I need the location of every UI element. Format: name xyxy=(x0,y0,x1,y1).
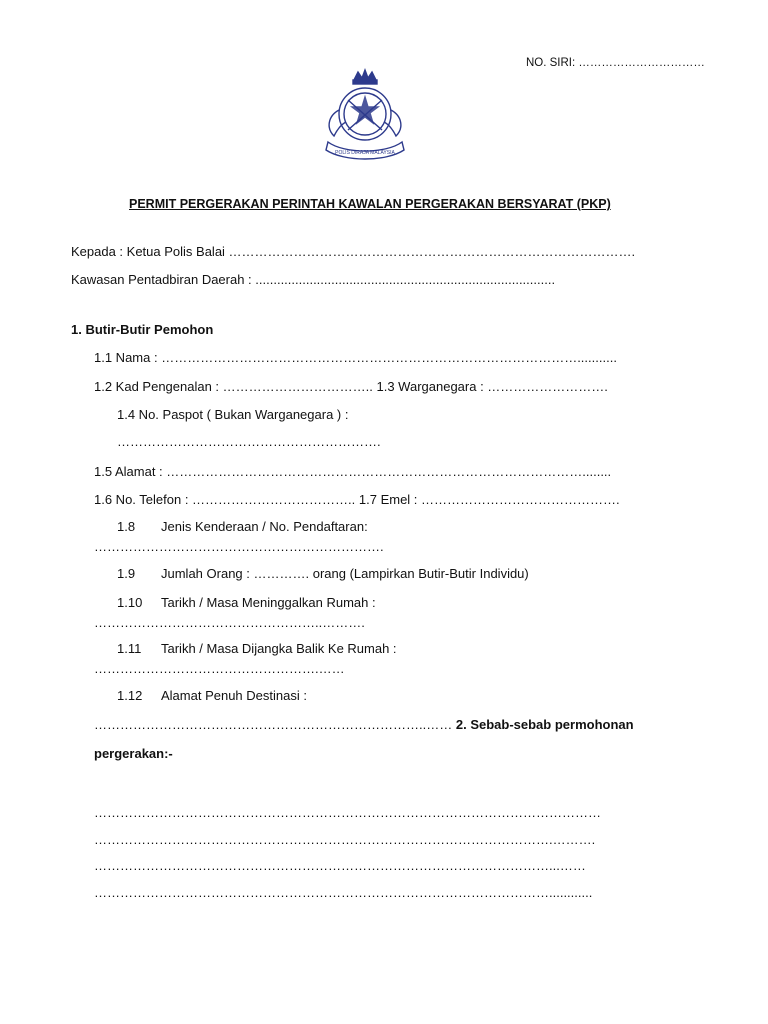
telefon-emel-line: 1.6 No. Telefon : ……………………………….. 1.7 Emel : ………………………………………. xyxy=(94,492,620,507)
kenderaan-dots: …………………………………………………………. xyxy=(94,539,384,554)
tarikh-balik-number: 1.11 xyxy=(117,641,142,656)
kawasan-line: Kawasan Pentadbiran Daerah : ................................................................................... xyxy=(71,272,556,287)
jumlah-number: 1.9 xyxy=(117,566,136,581)
document-title: PERMIT PERGERAKAN PERINTAH KAWALAN PERGERAKAN BERSYARAT (PKP) xyxy=(129,197,611,211)
crest-seal-text: POLIS DIRAJA MALAYSIA xyxy=(335,150,395,156)
reason-line: …………………………………………………………………………………………….………. xyxy=(94,832,596,847)
serial-number-field xyxy=(526,55,705,71)
tarikh-keluar-label: Tarikh / Masa Meninggalkan Rumah : xyxy=(161,595,376,610)
tarikh-balik-dots: …………………………………………….…… xyxy=(94,661,345,676)
kenderaan-label: Jenis Kenderaan / No. Pendaftaran: xyxy=(161,519,368,534)
section2-heading: 2. Sebab-sebab permohonan xyxy=(455,717,634,732)
kenderaan-number: 1.8 xyxy=(117,519,136,534)
tarikh-keluar-dots: ……………………………………………..………. xyxy=(94,615,365,630)
reason-line: ……………………………………………………………………………………………...…… xyxy=(94,858,586,873)
destinasi-dots-line xyxy=(94,717,634,733)
tarikh-balik-label: Tarikh / Masa Dijangka Balik Ke Rumah : xyxy=(161,641,397,656)
reason-line: ……………………………………………………………………………………………............ xyxy=(94,885,593,900)
destinasi-number: 1.12 xyxy=(117,688,143,703)
tarikh-keluar-number: 1.10 xyxy=(117,595,143,610)
paspot-dots: ……………………………………………………. xyxy=(117,434,381,449)
serial-number-dots: …………………………… xyxy=(578,57,705,69)
reason-line: ……………………………………………………………………………………………………… xyxy=(94,805,601,820)
serial-number-label: NO. SIRI: xyxy=(526,57,576,69)
paspot-label: 1.4 No. Paspot ( Bukan Warganegara ) : xyxy=(117,407,349,422)
section1-heading: 1. Butir-Butir Pemohon xyxy=(71,322,214,337)
section2-heading-cont: pergerakan:- xyxy=(94,746,173,761)
destinasi-label: Alamat Penuh Destinasi : xyxy=(161,688,307,703)
kepada-line: Kepada : Ketua Polis Balai …………………………………………………………………………………. xyxy=(71,244,636,259)
police-crest-logo xyxy=(318,66,412,166)
kad-warganegara-line: 1.2 Kad Pengenalan : …………………………….. 1.3 Warganegara : ………………………. xyxy=(94,379,608,394)
jumlah-label: Jumlah Orang : …………. orang (Lampirkan Butir-Butir Individu) xyxy=(161,566,529,581)
alamat-line: 1.5 Alamat : ……………………………………………………………………………………........ xyxy=(94,464,612,479)
nama-line: 1.1 Nama : ……………………………………………………………………………………........... xyxy=(94,350,617,365)
destinasi-dots: …………………………………………………………………..…… xyxy=(94,717,453,732)
